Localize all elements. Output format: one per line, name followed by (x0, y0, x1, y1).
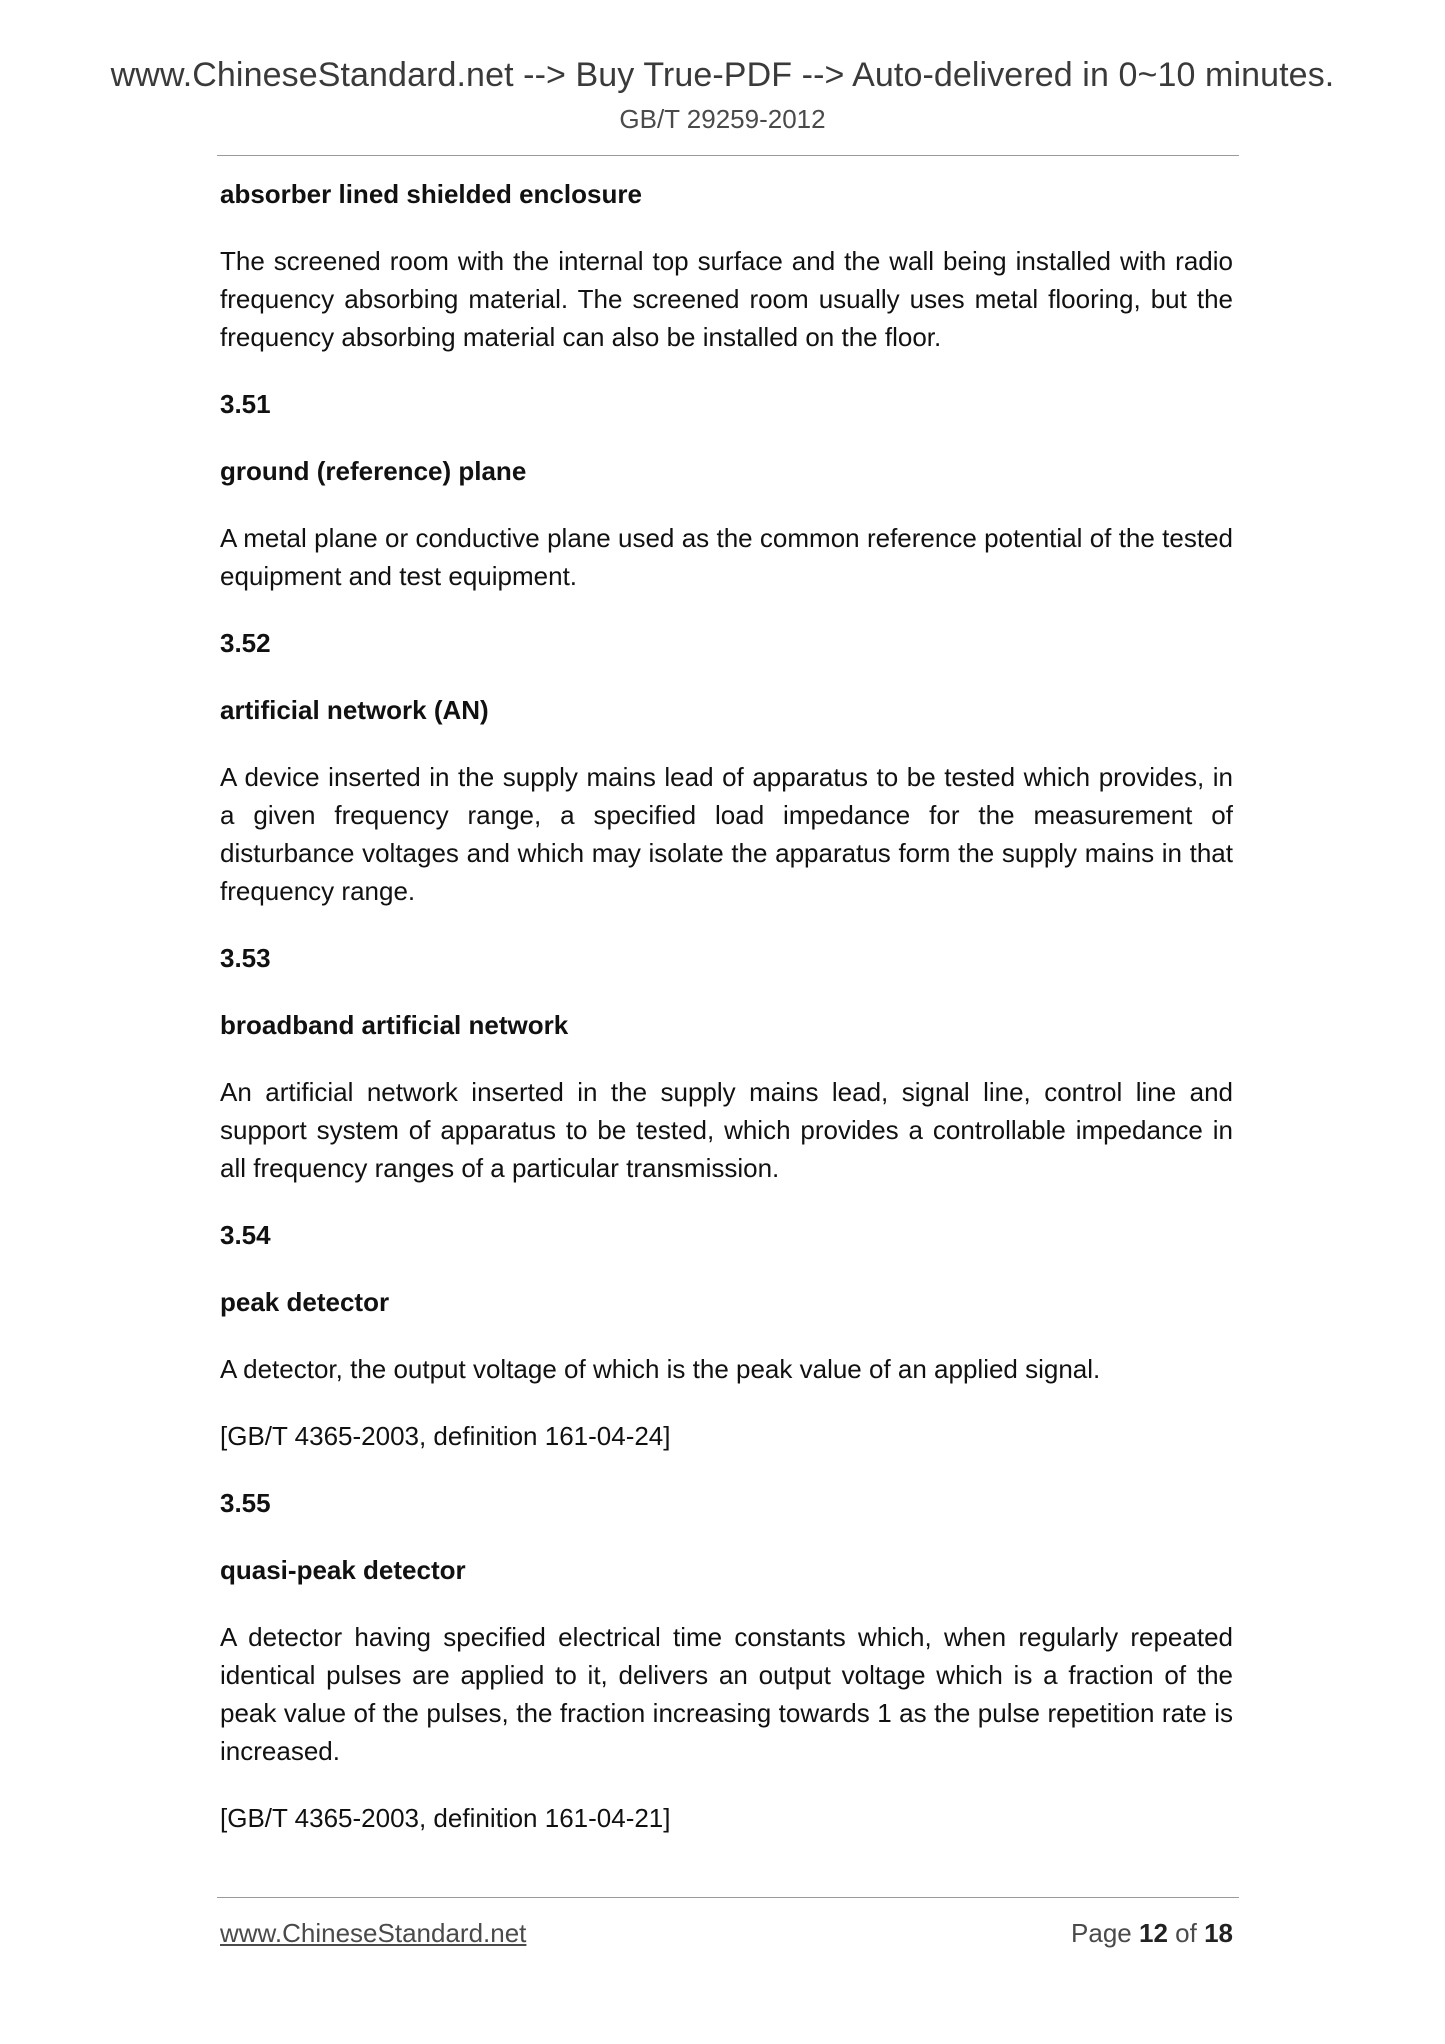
term-3-54-reference: [GB/T 4365-2003, definition 161-04-24] (220, 1421, 671, 1451)
header-banner: www.ChineseStandard.net --> Buy True-PDF --> Auto-delivered in 0~10 minutes. (110, 56, 1335, 94)
clause-3-52-number: 3.52 (220, 628, 271, 658)
document-body (220, 175, 1233, 1866)
term-3-50-definition: The screened room with the internal top surface and the wall being installed with radio frequency absorbing material. The screened room usually uses metal flooring, but the frequency absorbing material can also be installed on the floor. (220, 246, 1233, 352)
page-word: Page (1071, 1918, 1132, 1948)
term-3-53-title: broadband artificial network (220, 1010, 569, 1040)
term-3-55-definition: A detector having specified electrical time constants which, when regularly repeated identical pulses are applied to it, delivers an output voltage which is a fraction of the peak value of the pulses, the fraction increasing towards 1 as the pulse repetition rate is increased. (220, 1622, 1233, 1766)
clause-3-51-number: 3.51 (220, 389, 271, 419)
page-indicator (1071, 1915, 1233, 1951)
term-3-51-title: ground (reference) plane (220, 456, 527, 486)
clause-3-54-number: 3.54 (220, 1220, 271, 1250)
term-3-54-definition: A detector, the output voltage of which is the peak value of an applied signal. (220, 1354, 1101, 1384)
page-current: 12 (1139, 1918, 1168, 1948)
term-3-50-title: absorber lined shielded enclosure (220, 179, 642, 209)
term-3-54-title: peak detector (220, 1287, 390, 1317)
footer-divider (217, 1897, 1239, 1898)
clause-3-53-number: 3.53 (220, 943, 271, 973)
footer-website-link[interactable]: www.ChineseStandard.net (220, 1918, 527, 1948)
standard-number: GB/T 29259-2012 (619, 104, 826, 134)
term-3-51-definition: A metal plane or conductive plane used as the common reference potential of the tested equipment and test equipment. (220, 523, 1233, 591)
header-divider (217, 155, 1239, 156)
page-footer (220, 1915, 1233, 1951)
term-3-52-title: artificial network (AN) (220, 695, 489, 725)
term-3-55-reference: [GB/T 4365-2003, definition 161-04-21] (220, 1803, 671, 1833)
term-3-52-definition: A device inserted in the supply mains lead of apparatus to be tested which provides, in a given frequency range, a specified load impedance for the measurement of disturbance voltages and which may isolate the apparatus form the supply mains in that frequency range. (220, 762, 1233, 906)
term-3-53-definition: An artificial network inserted in the supply mains lead, signal line, control line and support system of apparatus to be tested, which provides a controllable impedance in all frequency ranges of a particular transmission. (220, 1077, 1233, 1183)
page-of-word: of (1175, 1918, 1197, 1948)
clause-3-55-number: 3.55 (220, 1488, 271, 1518)
page-total: 18 (1204, 1918, 1233, 1948)
term-3-55-title: quasi-peak detector (220, 1555, 466, 1585)
